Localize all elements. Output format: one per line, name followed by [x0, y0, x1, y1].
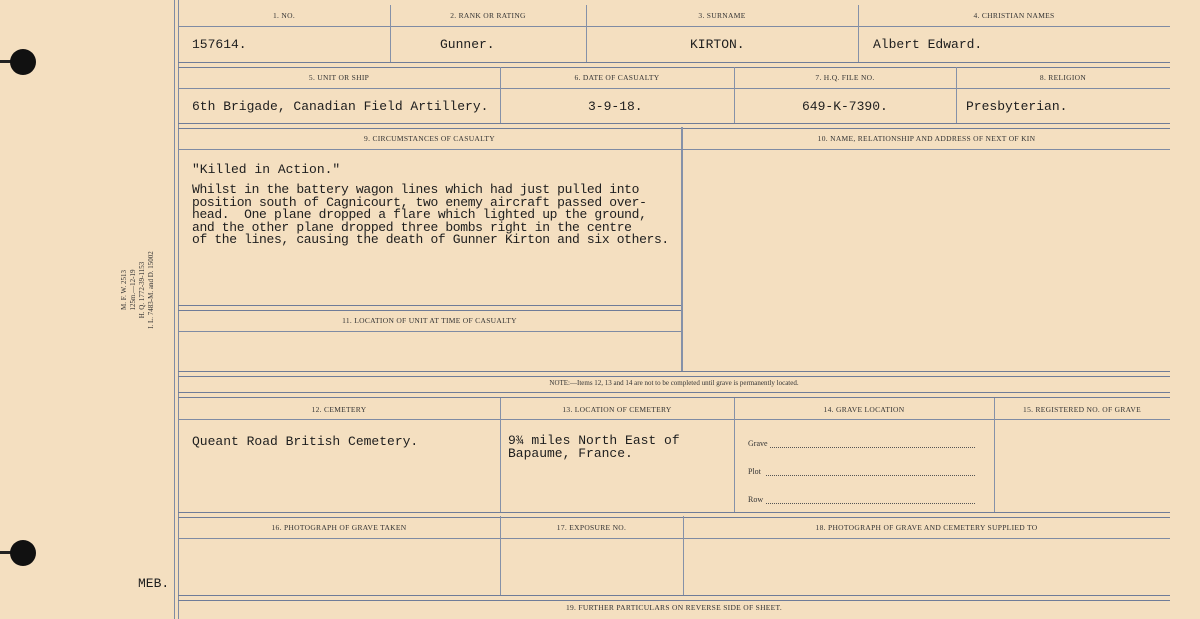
- punch-hole: [10, 49, 36, 75]
- header-no: 1. NO.: [272, 11, 295, 20]
- header-date: 6. DATE OF CASUALTY: [574, 73, 660, 82]
- surname: KIRTON.: [690, 37, 745, 52]
- header-religion: 8. RELIGION: [1039, 73, 1087, 82]
- date-of-casualty: 3-9-18.: [588, 99, 643, 114]
- circumstances-title: "Killed in Action.": [192, 162, 341, 177]
- note: NOTE:—Items 12, 13 and 14 are not to be completed until grave is permanently located.: [549, 379, 799, 387]
- cemetery-location: 9¾ miles North East of Bapaume, France.: [508, 433, 680, 461]
- header-surname: 3. SURNAME: [698, 11, 746, 20]
- header-rank: 2. RANK OR RATING: [450, 11, 526, 20]
- punch-hole: [10, 540, 36, 566]
- christian-names: Albert Edward.: [873, 37, 983, 52]
- rank: Gunner.: [440, 37, 495, 52]
- header-location-of-unit: 11. LOCATION OF UNIT AT TIME OF CASUALTY: [342, 316, 517, 325]
- footer-note: 19. FURTHER PARTICULARS ON REVERSE SIDE OF SHEET.: [565, 603, 783, 612]
- print-line: H. Q. 1772-39-1153: [138, 261, 146, 319]
- header-exposure-no: 17. EXPOSURE NO.: [556, 523, 627, 532]
- print-code: [120, 240, 156, 340]
- clerk-initials: MEB.: [138, 576, 170, 591]
- header-location-cemetery: 13. LOCATION OF CEMETERY: [562, 405, 672, 414]
- header-christian-names: 4. CHRISTIAN NAMES: [973, 11, 1055, 20]
- row-label: Row: [748, 495, 764, 504]
- plot-label: Plot: [748, 467, 761, 476]
- circumstances-text: Whilst in the battery wagon lines which had just pulled into position south of Cagnicourt, two enemy aircraft passed over- head. One plane dropped a flare which lighted up the ground, and the other plane dropped three bombs right in the centre of the lines, causing the death of Gunner Kirton and six others.: [192, 182, 669, 247]
- header-next-of-kin: 10. NAME, RELATIONSHIP AND ADDRESS OF NEXT OF KIN: [817, 134, 1036, 143]
- header-file-no: 7. H.Q. FILE NO.: [815, 73, 875, 82]
- header-unit: 5. UNIT OR SHIP: [308, 73, 370, 82]
- grave-label: Grave: [748, 439, 768, 448]
- print-line: I. L. 7483-M. and D. 15002: [147, 251, 155, 329]
- print-line: 125m.—12-19: [129, 269, 137, 311]
- unit: 6th Brigade, Canadian Field Artillery.: [192, 99, 489, 114]
- service-number: 157614.: [192, 37, 247, 52]
- header-registered-no: 15. REGISTERED NO. OF GRAVE: [1023, 405, 1141, 414]
- cemetery: Queant Road British Cemetery.: [192, 434, 419, 449]
- header-circumstances: 9. CIRCUMSTANCES OF CASUALTY: [364, 134, 495, 143]
- header-photo-supplied: 18. PHOTOGRAPH OF GRAVE AND CEMETERY SUPPLIED TO: [815, 523, 1038, 532]
- header-cemetery: 12. CEMETERY: [311, 405, 367, 414]
- print-line: M. F. W. 2513: [120, 270, 128, 310]
- header-grave-location: 14. GRAVE LOCATION: [823, 405, 905, 414]
- file-number: 649-K-7390.: [802, 99, 888, 114]
- header-photo-taken: 16. PHOTOGRAPH OF GRAVE TAKEN: [271, 523, 407, 532]
- religion: Presbyterian.: [966, 99, 1068, 114]
